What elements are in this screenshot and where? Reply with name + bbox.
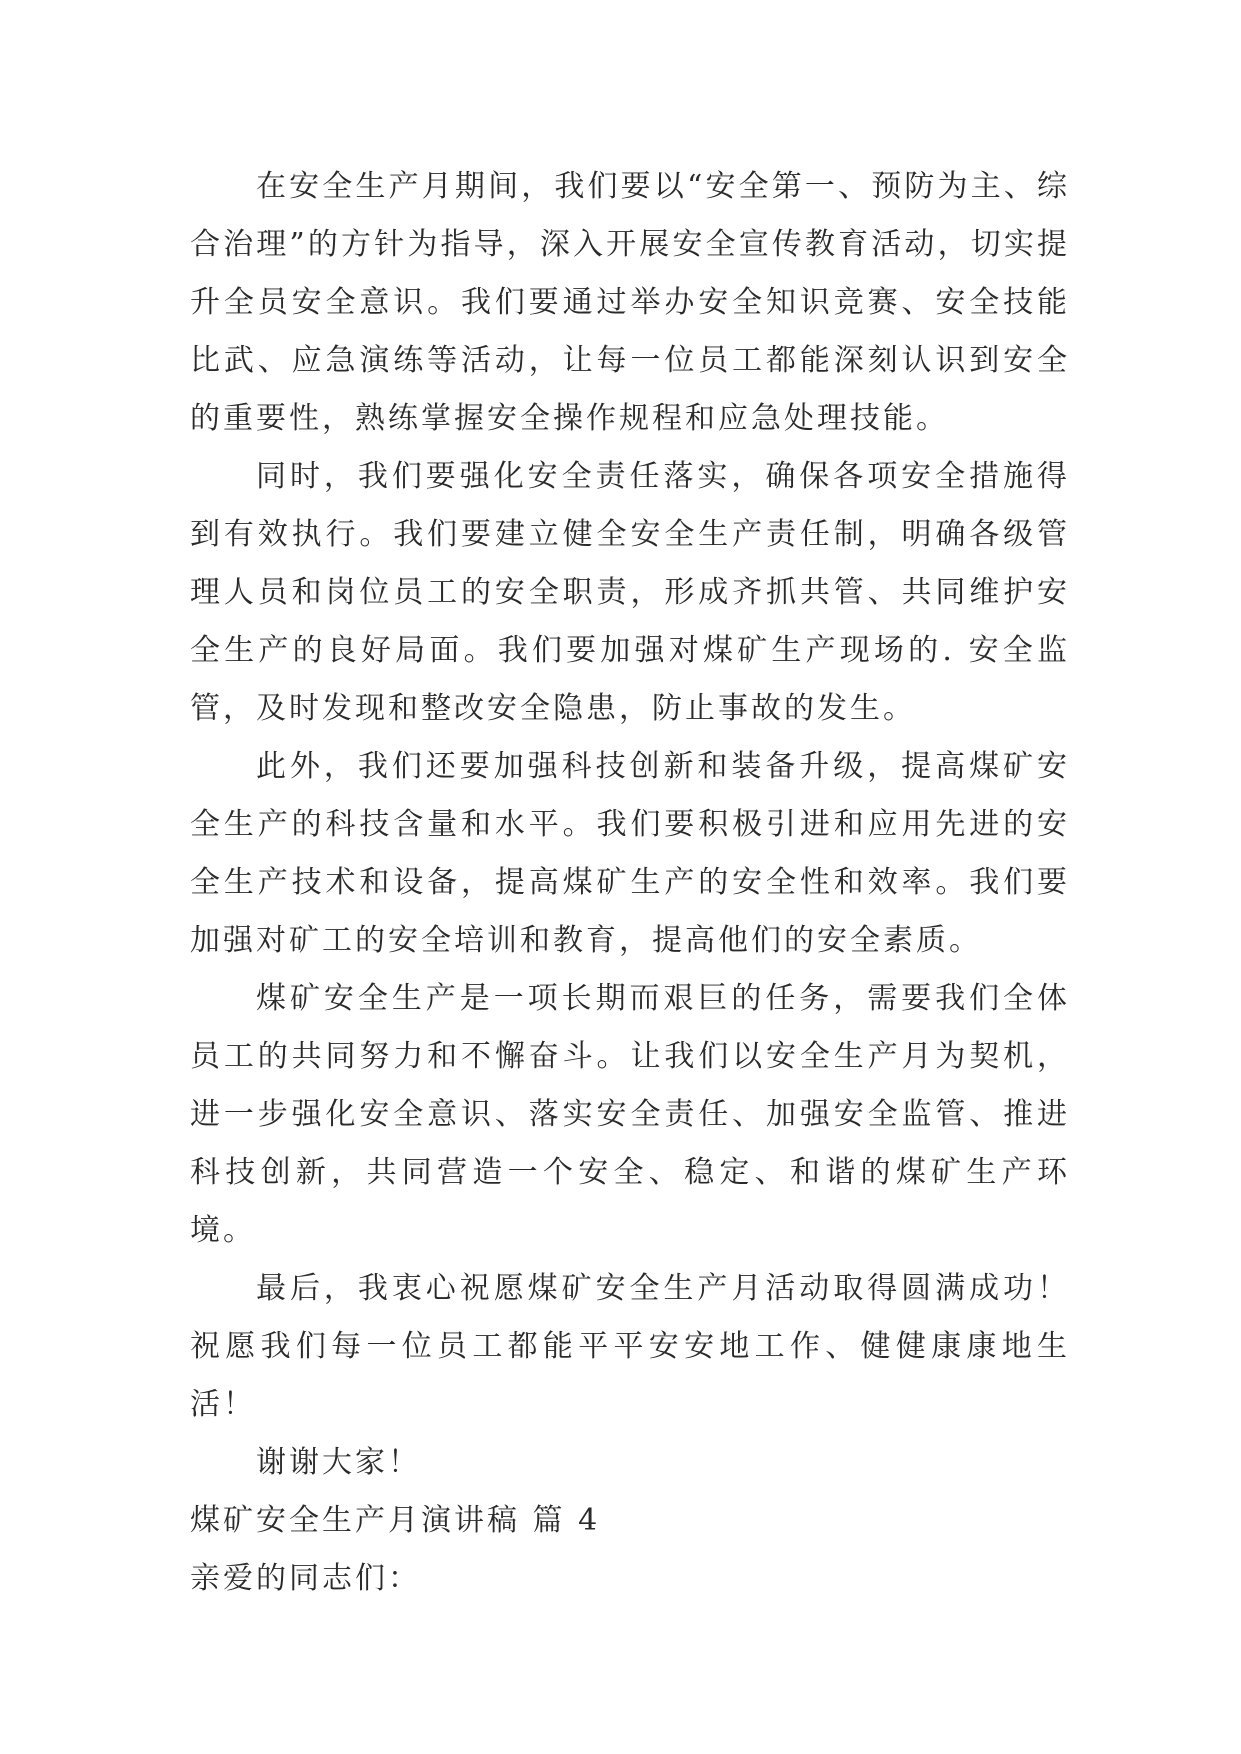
- speech-title-part-4: 煤矿安全生产月演讲稿 篇 4: [190, 1503, 601, 1538]
- paragraph-safety-month-education: 在安全生产月期间，我们要以“安全第一、预防为主、综合治理”的方针为指导，深入开展安全宣传教育活动，切实提升全员安全意识。我们要通过举办安全知识竞赛、安全技能比武、应急演练等活动，让每一位员工都能深刻认识到安全的重要性，熟练掌握安全操作规程和应急处理技能。: [190, 169, 1070, 436]
- salutation: 亲爱的同志们：: [190, 1561, 421, 1596]
- thanks-line: 谢谢大家！: [256, 1445, 421, 1480]
- paragraph-responsibility: 同时，我们要强化安全责任落实，确保各项安全措施得到有效执行。我们要建立健全安全生产责任制，明确各级管理人员和岗位员工的安全职责，形成齐抓共管、共同维护安全生产的良好局面。我们要加强对煤矿生产现场的. 安全监管，及时发现和整改安全隐患，防止事故的发生。: [190, 459, 1070, 726]
- paragraph-technology: 此外，我们还要加强科技创新和装备升级，提高煤矿安全生产的科技含量和水平。我们要积极引进和应用先进的安全生产技术和设备，提高煤矿生产的安全性和效率。我们要加强对矿工的安全培训和教育，提高他们的安全素质。: [190, 749, 1070, 958]
- document-body: [190, 158, 1070, 1608]
- paragraph-closing-wishes: 最后，我衷心祝愿煤矿安全生产月活动取得圆满成功！祝愿我们每一位员工都能平平安安地工作、健健康康地生活！: [190, 1271, 1070, 1422]
- paragraph-long-term-task: 煤矿安全生产是一项长期而艰巨的任务，需要我们全体员工的共同努力和不懈奋斗。让我们以安全生产月为契机，进一步强化安全意识、落实安全责任、加强安全监管、推进科技创新，共同营造一个安全、稳定、和谐的煤矿生产环境。: [190, 981, 1070, 1248]
